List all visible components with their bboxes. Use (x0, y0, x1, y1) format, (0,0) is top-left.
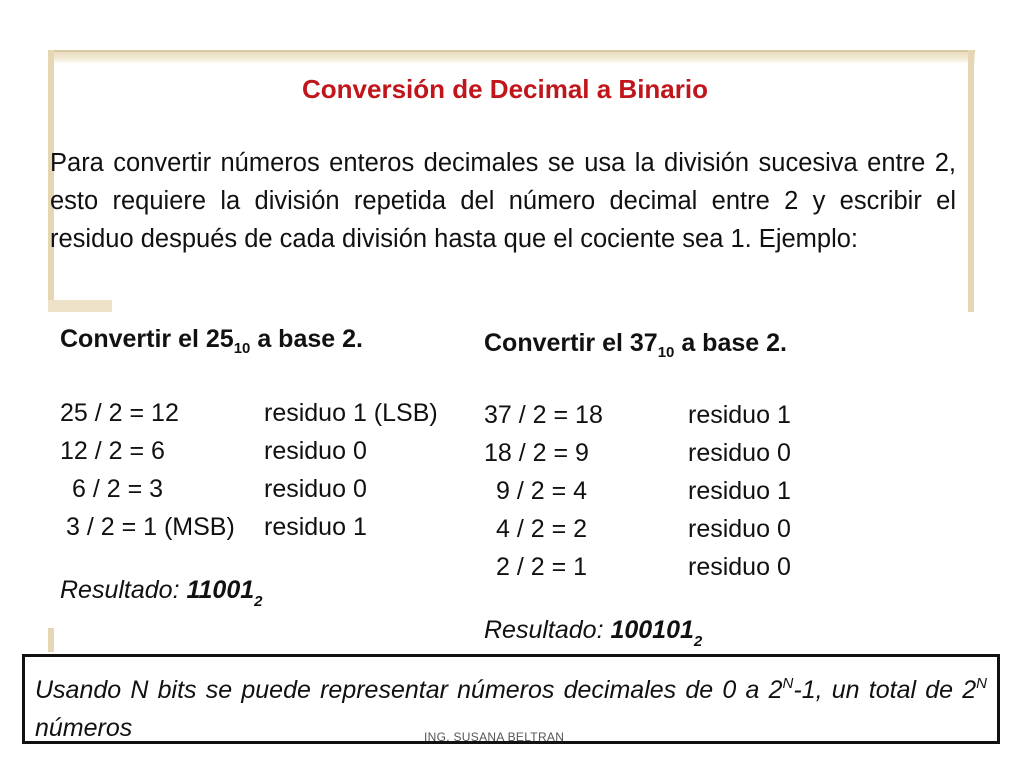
heading-suffix: a base 2. (250, 325, 363, 353)
example-heading (484, 324, 904, 362)
division-residue: residuo 1 (LSB) (264, 399, 438, 427)
example-25 (60, 320, 470, 610)
division-row (484, 472, 904, 510)
note-text: -1, un total de 2 (793, 676, 977, 704)
division-residue: residuo 1 (264, 513, 367, 541)
slide-frame-tab (48, 300, 112, 312)
note-exponent: N (976, 675, 987, 692)
result-line (484, 616, 904, 650)
division-residue: residuo 0 (688, 553, 791, 581)
author-footer: ING. SUSANA BELTRAN (424, 730, 565, 744)
division-equation: 37 / 2 = 18 (484, 401, 603, 429)
slide-frame-top (50, 50, 975, 64)
example-heading (60, 320, 470, 358)
division-equation: 3 / 2 = 1 (MSB) (66, 513, 235, 541)
division-residue: residuo 1 (688, 477, 791, 505)
note-text: Usando N bits se puede representar números decimales de 0 a 2 (35, 676, 783, 704)
division-row (484, 434, 904, 472)
slide-title: Conversión de Decimal a Binario (301, 74, 708, 104)
division-row (60, 394, 470, 432)
division-equation: 18 / 2 = 9 (484, 439, 589, 467)
division-row (60, 508, 470, 546)
intro-paragraph: Para convertir números enteros decimales se usa la división sucesiva entre 2, esto requiere la división repetida del número decimal entre 2 y escribir el residuo después de cada división hasta que el cociente sea 1. Ejemplo: (50, 149, 956, 253)
division-row (484, 396, 904, 434)
result-line (60, 576, 470, 610)
division-equation: 6 / 2 = 3 (72, 475, 164, 503)
note-exponent: N (782, 675, 794, 692)
base-subscript: 10 (233, 340, 251, 357)
note-text: números (35, 714, 133, 742)
division-equation: 4 / 2 = 2 (496, 515, 588, 543)
division-equation: 25 / 2 = 12 (60, 399, 179, 427)
slide-frame-left-low (48, 628, 54, 652)
heading-suffix: a base 2. (674, 329, 787, 357)
division-residue: residuo 0 (264, 437, 367, 465)
division-equation: 9 / 2 = 4 (496, 477, 588, 505)
division-row (60, 432, 470, 470)
result-base-subscript: 2 (254, 593, 263, 610)
example-37 (484, 324, 904, 650)
division-residue: residuo 0 (688, 439, 791, 467)
division-equation: 12 / 2 = 6 (60, 437, 165, 465)
heading-text: Convertir el 37 (484, 329, 658, 357)
result-base-subscript: 2 (693, 633, 703, 650)
result-label: Resultado: (484, 616, 611, 644)
division-row (484, 510, 904, 548)
result-label: Resultado: (60, 576, 187, 604)
base-subscript: 10 (657, 344, 675, 361)
result-value: 11001 (186, 576, 255, 604)
division-residue: residuo 1 (688, 401, 791, 429)
result-value: 100101 (610, 616, 694, 644)
division-residue: residuo 0 (264, 475, 367, 503)
division-equation: 2 / 2 = 1 (496, 553, 588, 581)
heading-text: Convertir el 25 (60, 325, 234, 353)
division-row (484, 548, 904, 586)
division-residue: residuo 0 (688, 515, 791, 543)
division-row (60, 470, 470, 508)
